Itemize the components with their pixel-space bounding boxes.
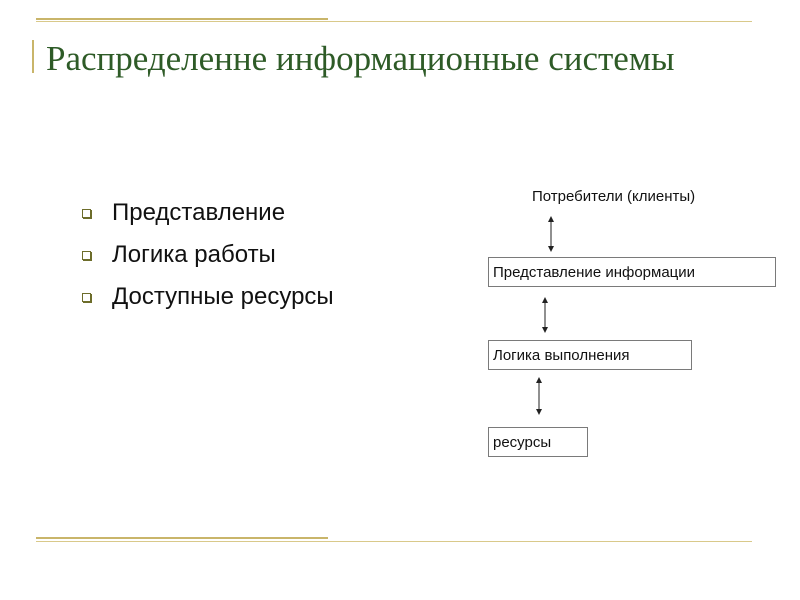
resources-box: ресурсы: [488, 427, 588, 457]
double-arrow-vertical-icon: [545, 216, 557, 252]
list-item: [82, 276, 334, 318]
consumers-label: Потребители (клиенты): [532, 188, 696, 205]
bullet-label: Представление: [112, 199, 286, 226]
top-divider-thick: [36, 18, 328, 20]
presentation-box: Представление информации: [488, 257, 776, 287]
hollow-square-bullet-icon: [82, 209, 91, 218]
hollow-square-bullet-icon: [82, 293, 91, 302]
top-divider-thin: [36, 21, 752, 22]
hollow-square-bullet-icon: [82, 251, 91, 260]
title-accent-bar: [32, 40, 34, 73]
bullet-label: Доступные ресурсы: [112, 283, 334, 310]
bottom-divider-thick: [36, 537, 328, 539]
double-arrow-vertical-icon: [533, 377, 545, 415]
list-item: [82, 234, 334, 276]
double-arrow-vertical-icon: [539, 297, 551, 333]
logic-box: Логика выполнения: [488, 340, 692, 370]
slide-title: Распределенне информационные системы: [46, 39, 675, 78]
bottom-divider-thin: [36, 541, 752, 542]
bullet-list: [82, 192, 334, 318]
bullet-label: Логика работы: [112, 241, 276, 268]
list-item: [82, 192, 334, 234]
